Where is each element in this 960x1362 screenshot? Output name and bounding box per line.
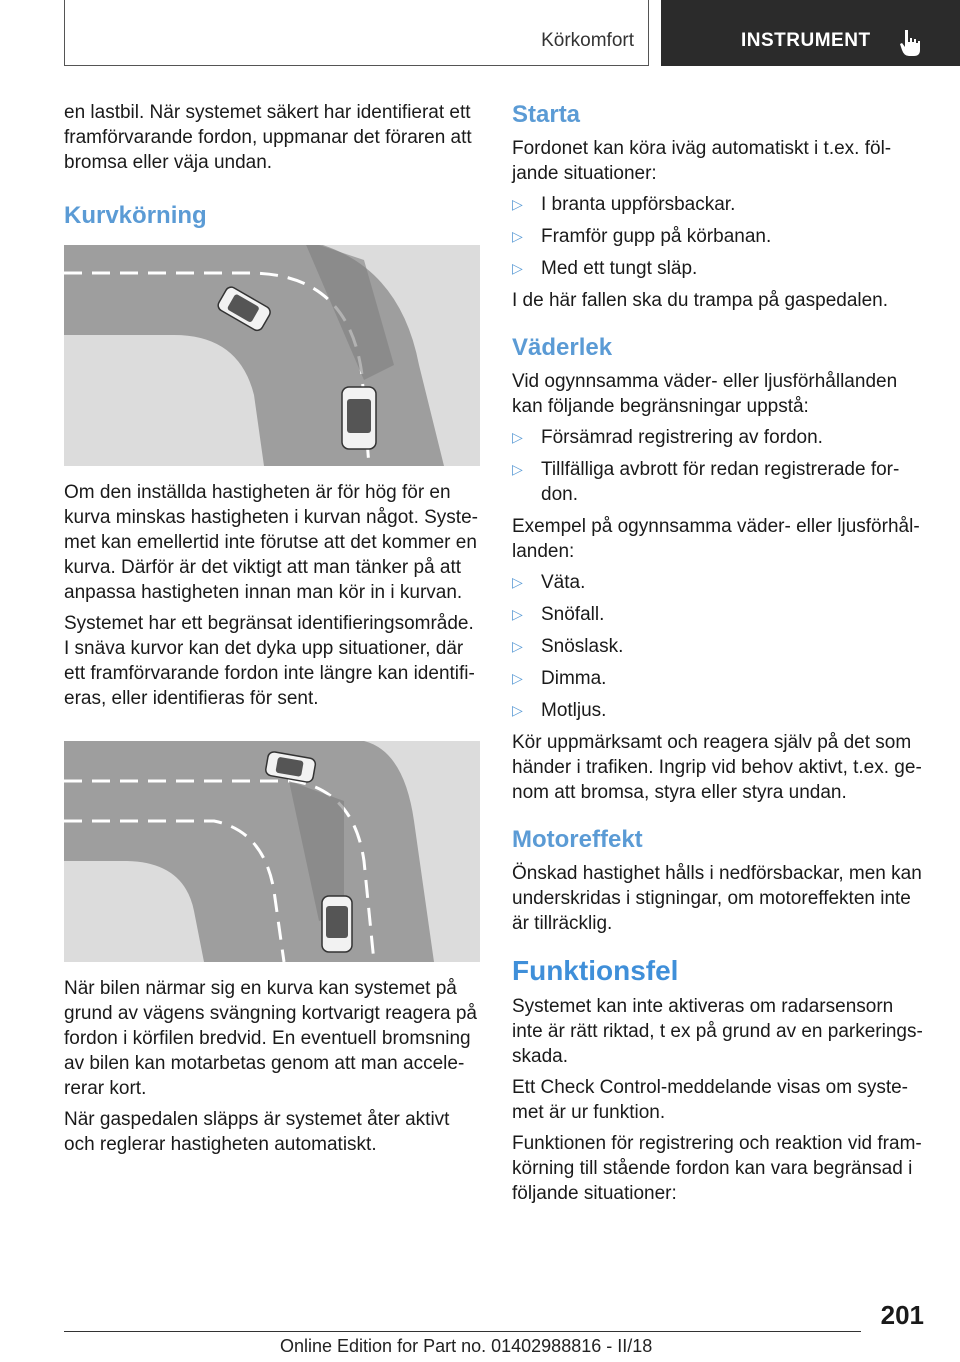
page-number: 201: [880, 1300, 924, 1330]
list-item: ▷ Med ett tungt släp.: [512, 256, 926, 281]
header-section-tab: [64, 0, 649, 66]
pointing-hand-icon: [896, 28, 926, 58]
footer-edition: Online Edition for Part no. 01402988816 - II/18: [280, 1336, 653, 1356]
paragraph-motoreffekt: Önskad hastighet hålls i nedförsbackar, men kan underskridas i stigningar, om motoreffekten inte är tillräcklig.: [512, 863, 922, 934]
list-item: ▷ Framför gupp på körbanan.: [512, 224, 926, 249]
curve-illustration-1: [64, 245, 480, 466]
paragraph-funktionsfel-2: Ett Check Control-meddelande visas om systemet är ur funktion.: [512, 1077, 908, 1123]
paragraph-starta: Fordonet kan köra iväg automatiskt i t.ex. följande situationer:: [512, 138, 892, 184]
list-item: ▷ Motljus.: [512, 698, 926, 723]
header-section-label: Körkomfort: [541, 30, 634, 51]
list-item: ▷ Snöslask.: [512, 634, 926, 659]
paragraph-kurv-3: När bilen närmar sig en kurva kan systemet på grund av vägens svängning kortvarigt reagera på fordon i körfilen bredvid. En eventuell bromsning av bilen kan motarbetas genom att man accelererar kort.: [64, 978, 477, 1099]
list-vaderlek-examples: [512, 570, 926, 723]
heading-kurvkorning: Kurvkörning: [64, 202, 207, 229]
paragraph-kurv-1: Om den inställda hastigheten är för hög för en kurva minskas hastigheten i kurvan något. Systemet kan emellertid inte förutse att det kommer en kurva. Därför är det viktigt att man tänker på att anpassa hastigheten innan man kör in i kurvan.: [64, 482, 478, 603]
list-item: ▷ Försämrad registrering av fordon.: [512, 425, 926, 450]
paragraph-kurv-2: Systemet har ett begränsat identifieringsområde. I snäva kurvor kan det dyka upp situationer, där ett framförvarande fordon inte längre kan identifieras, eller identifieras för sent.: [64, 613, 475, 709]
left-column: [64, 100, 479, 1163]
list-item: ▷ Snöfall.: [512, 602, 926, 627]
heading-funktionsfel: Funktionsfel: [512, 955, 679, 986]
list-item: ▷ Tillfälliga avbrott för redan registrerade fordon.: [512, 457, 926, 507]
paragraph-intro: en lastbil. När systemet säkert har identifierat ett framförvarande fordon, uppmanar det föraren att bromsa eller väja undan.: [64, 102, 472, 173]
paragraph-vaderlek-3: Kör uppmärksamt och reagera själv på det som händer i trafiken. Ingrip vid behov aktivt, t.ex. genom att bromsa, styra eller styra undan.: [512, 732, 922, 803]
paragraph-funktionsfel-3: Funktionen för registrering och reaktion vid framkörning till stående fordon kan vara begränsad i följande situationer:: [512, 1133, 922, 1204]
list-vaderlek: [512, 425, 926, 507]
heading-starta: Starta: [512, 101, 581, 128]
paragraph-vaderlek-2: Exempel på ogynnsamma väder- eller ljusförhållanden:: [512, 516, 920, 562]
paragraph-kurv-4: När gaspedalen släpps är systemet åter aktivt och reglerar hastigheten automatiskt.: [64, 1109, 450, 1155]
curve-illustration-2: [64, 741, 480, 962]
list-item: ▷ Dimma.: [512, 666, 926, 691]
paragraph-vaderlek: Vid ogynnsamma väder- eller ljusförhållanden kan följande begränsningar uppstå:: [512, 371, 898, 417]
car-icon: [342, 387, 376, 449]
list-item: ▷ Väta.: [512, 570, 926, 595]
footer-divider: [64, 1331, 861, 1332]
car-icon: [322, 896, 352, 952]
heading-vaderlek: Väderlek: [512, 334, 613, 361]
right-column: [512, 100, 926, 1212]
header-chapter-label: INSTRUMENT: [741, 30, 871, 51]
paragraph-funktionsfel-1: Systemet kan inte aktiveras om radarsensorn inte är rätt riktad, t ex på grund av en parkeringsskada.: [512, 996, 923, 1067]
list-item: ▷ I branta uppförsbackar.: [512, 192, 926, 217]
heading-motoreffekt: Motoreffekt: [512, 826, 643, 853]
list-starta: [512, 192, 926, 281]
header-chapter-tab: [661, 0, 960, 66]
paragraph-starta-2: I de här fallen ska du trampa på gaspedalen.: [512, 290, 889, 311]
